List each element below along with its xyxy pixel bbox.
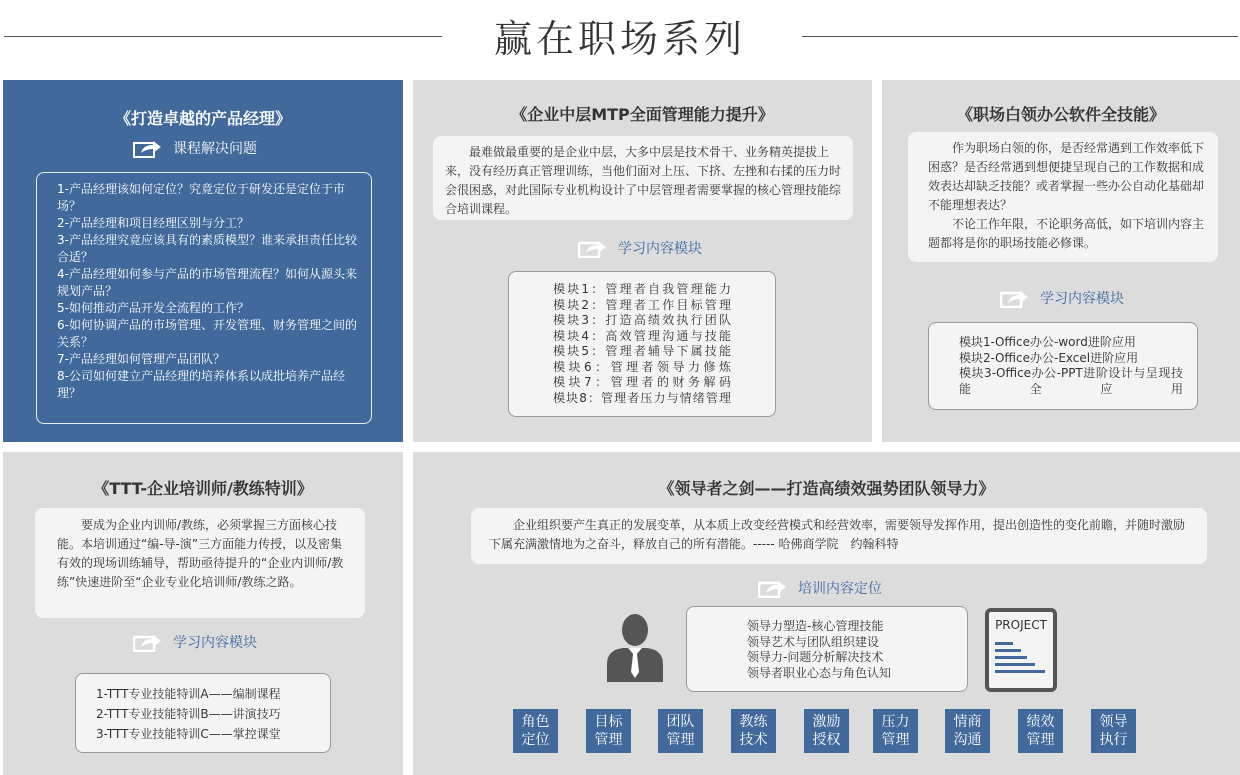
section-header	[578, 238, 702, 258]
list-item: 模块8：管理者压力与情绪管理	[553, 390, 731, 405]
modules-box	[508, 271, 776, 417]
list-item: 模块3-Office办公-PPT进阶设计与呈现技能全应用	[959, 366, 1183, 396]
topic-button-performance[interactable]: 绩效管理	[1018, 709, 1063, 753]
list-item: 领导艺术与团队组织建设	[747, 634, 880, 649]
section-label: 培训内容定位	[798, 581, 882, 597]
course-intro: 最难做最重要的是企业中层，大多中层是技术骨干、业务精英提拔上来，没有经历真正管理训练，当他们面对上压、下挤、左挫和右揉的压力时会很困惑，对此国际专业机构设计了中层管理者需要掌握的核心管理技能综合培训课程。	[433, 136, 853, 220]
list-item: 7-产品经理如何管理产品团队？	[57, 352, 225, 366]
list-item: 领导力塑造-核心管理技能	[747, 619, 884, 633]
modules-list	[96, 684, 330, 744]
questions-box	[36, 172, 372, 424]
share-icon	[133, 138, 163, 158]
list-item: 模块2：管理者工作目标管理	[553, 297, 731, 312]
page-title: 赢在职场系列	[493, 17, 746, 61]
gantt-chart-icon	[995, 638, 1051, 682]
section-label: 课程解决问题	[173, 141, 257, 157]
course-title: 《职场白领办公软件全技能》	[956, 105, 1165, 124]
section-label: 学习内容模块	[173, 635, 257, 651]
section-header	[133, 632, 257, 652]
questions-list	[57, 181, 359, 402]
share-icon	[578, 238, 608, 258]
topic-button-goal-management[interactable]: 目标管理	[586, 709, 631, 753]
course-panel-office[interactable]	[882, 80, 1240, 442]
course-intro: 要成为企业内训师/教练，必须掌握三方面核心技能。本培训通过“编-导-演”三方面能力传授，以及密集有效的现场训练辅导，帮助亟待提升的“企业内训师/教练”快速进阶至“企业专业化培训师/教练之路。	[35, 508, 365, 618]
list-item: 模块2-Office办公-Excel进阶应用	[959, 350, 1139, 365]
list-item: 2-产品经理和项目经理区别与分工？	[57, 216, 249, 230]
course-panel-ttt[interactable]	[3, 452, 403, 775]
topic-button-coaching[interactable]: 教练技术	[731, 709, 776, 753]
list-item: 5-如何推动产品开发全流程的工作？	[57, 301, 249, 315]
list-item: 8-公司如何建立产品经理的培养体系以成批培养产品经理？	[57, 369, 345, 400]
course-title: 《TTT-企业培训师/教练特训》	[93, 479, 313, 498]
share-icon	[1000, 288, 1030, 308]
topic-button-eq-communication[interactable]: 情商沟通	[945, 709, 990, 753]
list-item: 1-产品经理该如何定位？究竟定位于研发还是定位于市场？	[57, 182, 345, 213]
list-item: 模块1-Office办公-word进阶应用	[959, 335, 1136, 349]
section-header	[1000, 288, 1124, 308]
list-item: 1-TTT专业技能特训A——编制课程	[96, 687, 281, 701]
list-item: 模块7：管理者的财务解码	[553, 375, 731, 389]
course-intro: 企业组织要产生真正的发展变革，从本质上改变经营模式和经营效率，需要领导发挥作用，提出创造性的变化前瞻，并随时激励下属充满激情地为之奋斗，释放自己的所有潜能。----- 哈佛商学院 约翰科特	[471, 508, 1207, 564]
positioning-box	[686, 606, 968, 692]
course-intro	[908, 132, 1218, 262]
list-item: 2-TTT专业技能特训B——讲演技巧	[96, 707, 281, 721]
course-panel-product-manager[interactable]	[3, 80, 403, 442]
list-item: 模块3：打造高绩效执行团队	[553, 313, 731, 327]
share-icon	[133, 632, 163, 652]
list-item: 领导者职业心态与角色认知	[747, 665, 892, 680]
section-label: 学习内容模块	[1040, 291, 1124, 307]
topic-button-team-management[interactable]: 团队管理	[658, 709, 703, 753]
topic-button-motivation[interactable]: 激励授权	[804, 709, 849, 753]
project-label: PROJECT	[995, 618, 1047, 632]
course-title: 《领导者之剑——打造高绩效强势团队领导力》	[658, 479, 995, 498]
intro-paragraph: 不论工作年限，不论职务高低，如下培训内容主题都将是你的职场技能必修课。	[928, 217, 1205, 250]
intro-paragraph: 作为职场白领的你，是否经常遇到工作效率低下困惑？是否经常遇到想便捷呈现自己的工作数据和成效表达却缺乏技能？或者掌握一些办公自动化基础却不能理想表达？	[928, 141, 1205, 212]
course-title: 《企业中层MTP全面管理能力提升》	[511, 105, 774, 124]
list-item: 模块6：管理者领导力修炼	[553, 359, 731, 374]
list-item: 6-如何协调产品的市场管理、开发管理、财务管理之间的关系？	[57, 318, 357, 349]
list-item: 模块4：高效管理沟通与技能	[553, 328, 731, 343]
list-item: 3-产品经理究竟应该具有的素质模型？谁来承担责任比较合适？	[57, 233, 357, 264]
modules-list	[553, 282, 731, 406]
list-item: 4-产品经理如何参与产品的市场管理流程？如何从源头来规划产品？	[57, 267, 357, 298]
topic-button-execution[interactable]: 领导执行	[1091, 709, 1136, 753]
list-item: 模块1：管理者自我管理能力	[553, 282, 731, 296]
course-title: 《打造卓越的产品经理》	[114, 109, 291, 128]
list-item: 3-TTT专业技能特训C——掌控课堂	[96, 727, 281, 741]
topic-button-pressure-management[interactable]: 压力管理	[873, 709, 918, 753]
section-label: 学习内容模块	[618, 241, 702, 257]
course-panel-mtp[interactable]	[413, 80, 872, 442]
list-item: 模块5：管理者辅导下属技能	[553, 344, 731, 358]
course-panel-leadership[interactable]	[413, 452, 1240, 775]
project-board-icon	[985, 608, 1057, 692]
modules-list	[959, 335, 1183, 397]
businessman-icon	[603, 612, 667, 682]
list-item: 领导力-问题分析解决技术	[747, 650, 884, 664]
topic-button-role-positioning[interactable]: 角色定位	[513, 709, 558, 753]
section-header	[758, 578, 882, 598]
modules-box	[75, 673, 331, 753]
section-header	[133, 138, 257, 158]
share-icon	[758, 578, 788, 598]
modules-box	[928, 322, 1198, 410]
positioning-list	[747, 619, 967, 681]
